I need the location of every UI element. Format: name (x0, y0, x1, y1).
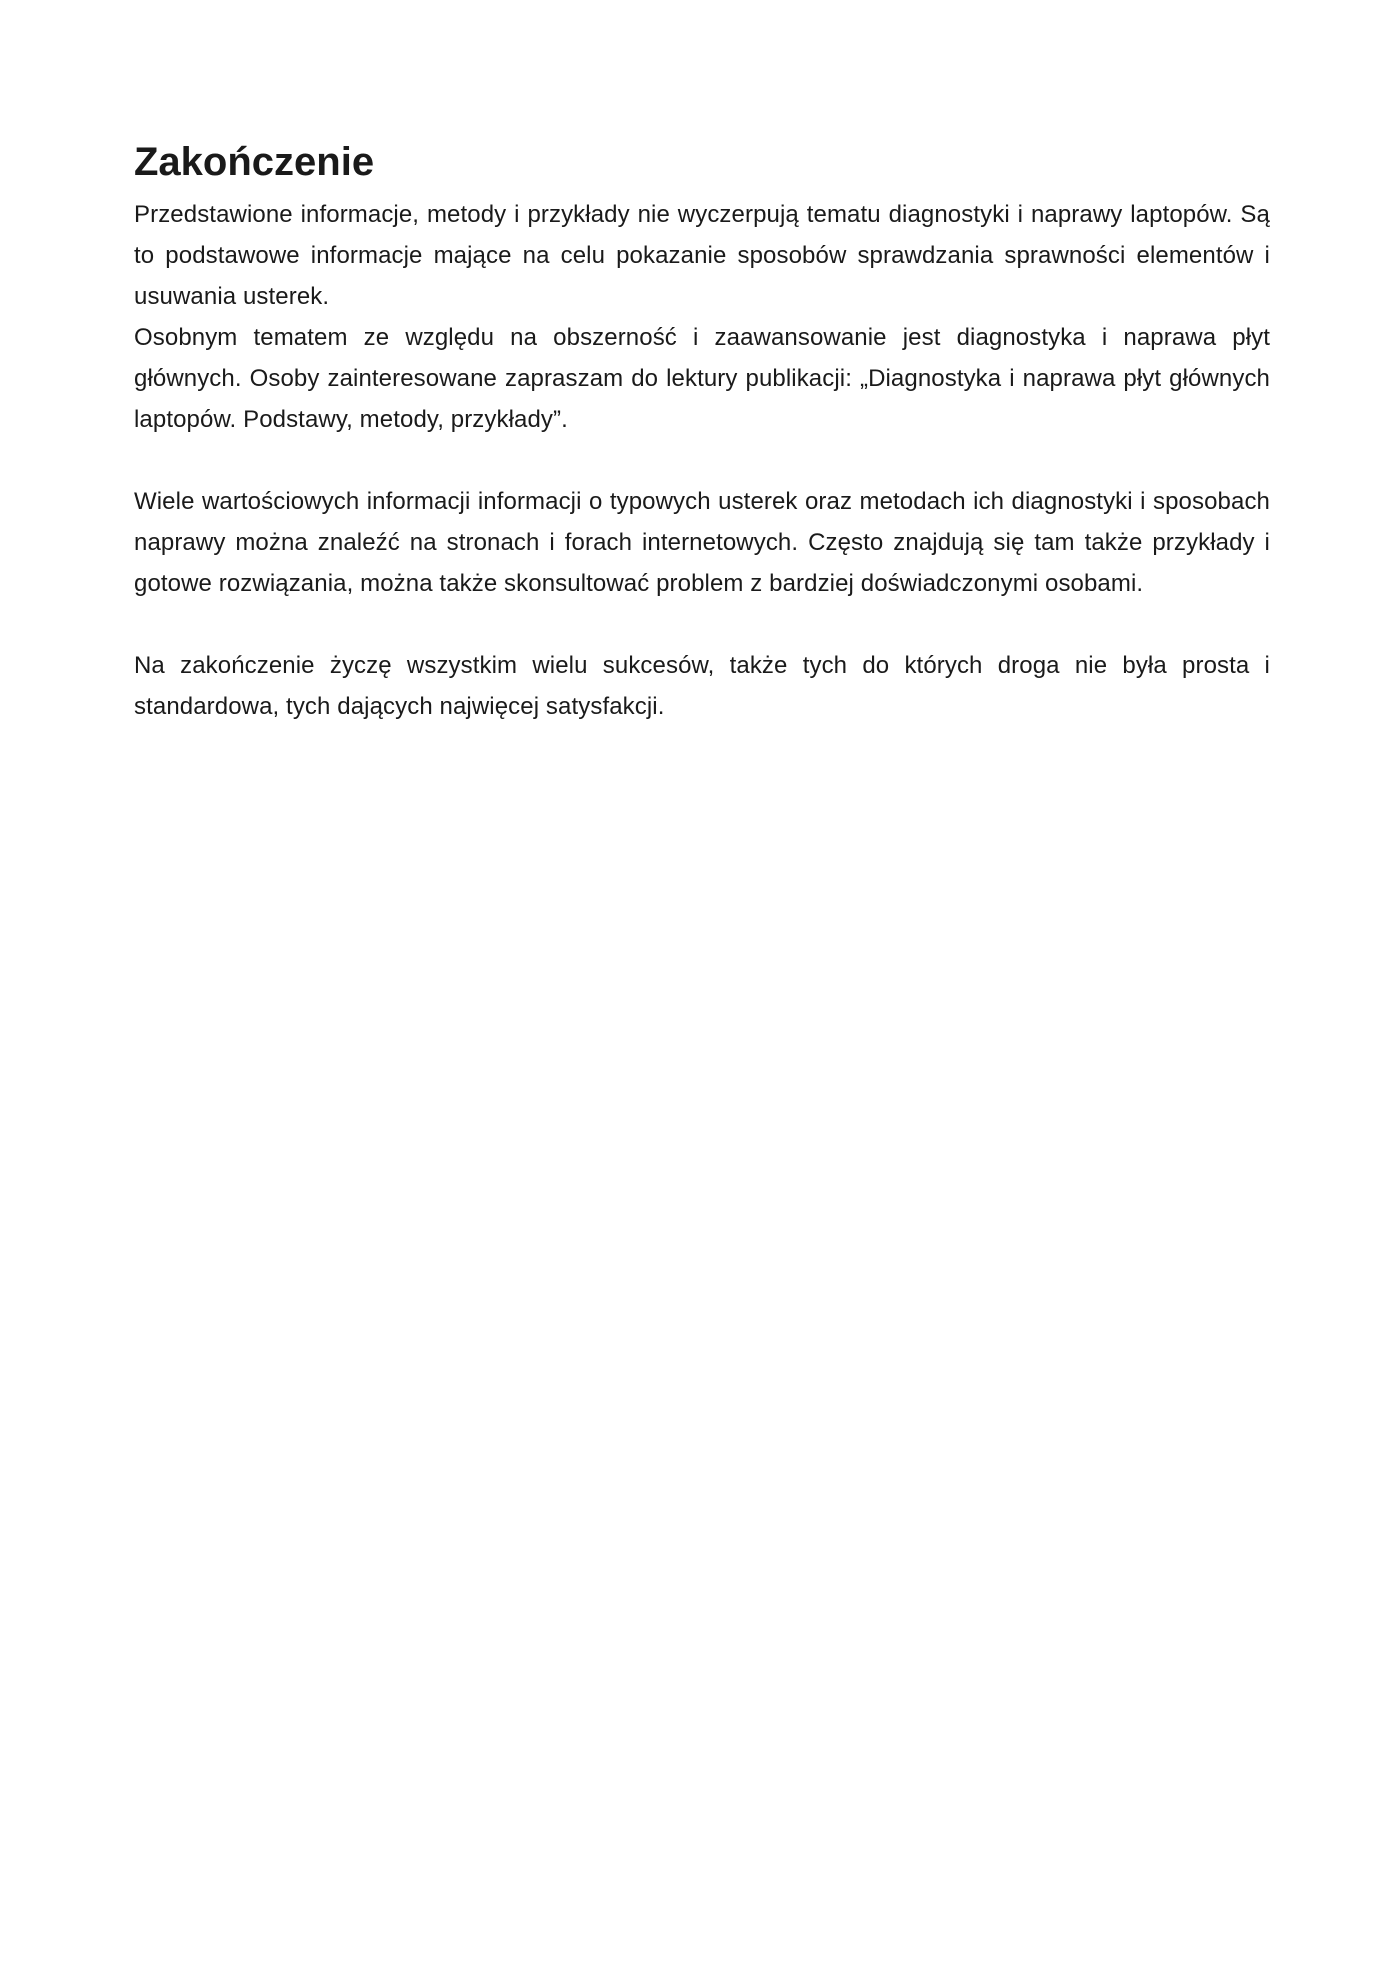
paragraph-motherboards: Osobnym tematem ze względu na obszerność i zaawansowanie jest diagnostyka i naprawa płyt głównych. Osoby zainteresowane zapraszam do lektury publikacji: „Diagnostyka i naprawa płyt głównych laptopów. Podstawy, metody, przykłady”. (134, 324, 1270, 433)
paragraph-intro: Przedstawione informacje, metody i przykłady nie wyczerpują tematu diagnostyki i naprawy laptopów. Są to podstawowe informacje mające na celu pokazanie sposobów sprawdzania sprawności elementów i usuwania usterek. (134, 201, 1270, 310)
paragraph-spacer (134, 440, 1270, 481)
paragraph-internet-sources: Wiele wartościowych informacji informacji o typowych usterek oraz metodach ich diagnostyki i sposobach naprawy można znaleźć na stronach i forach internetowych. Często znajdują się tam także przykłady i gotowe rozwiązania, można także skonsultować problem z bardziej doświadczonymi osobami. (134, 488, 1270, 597)
paragraph-spacer (134, 604, 1270, 645)
page-title: Zakończenie (134, 140, 375, 184)
paragraph-closing: Na zakończenie życzę wszystkim wielu sukcesów, także tych do których droga nie była prosta i standardowa, tych dających najwięcej satysfakcji. (134, 652, 1270, 720)
document-page (134, 136, 1270, 727)
